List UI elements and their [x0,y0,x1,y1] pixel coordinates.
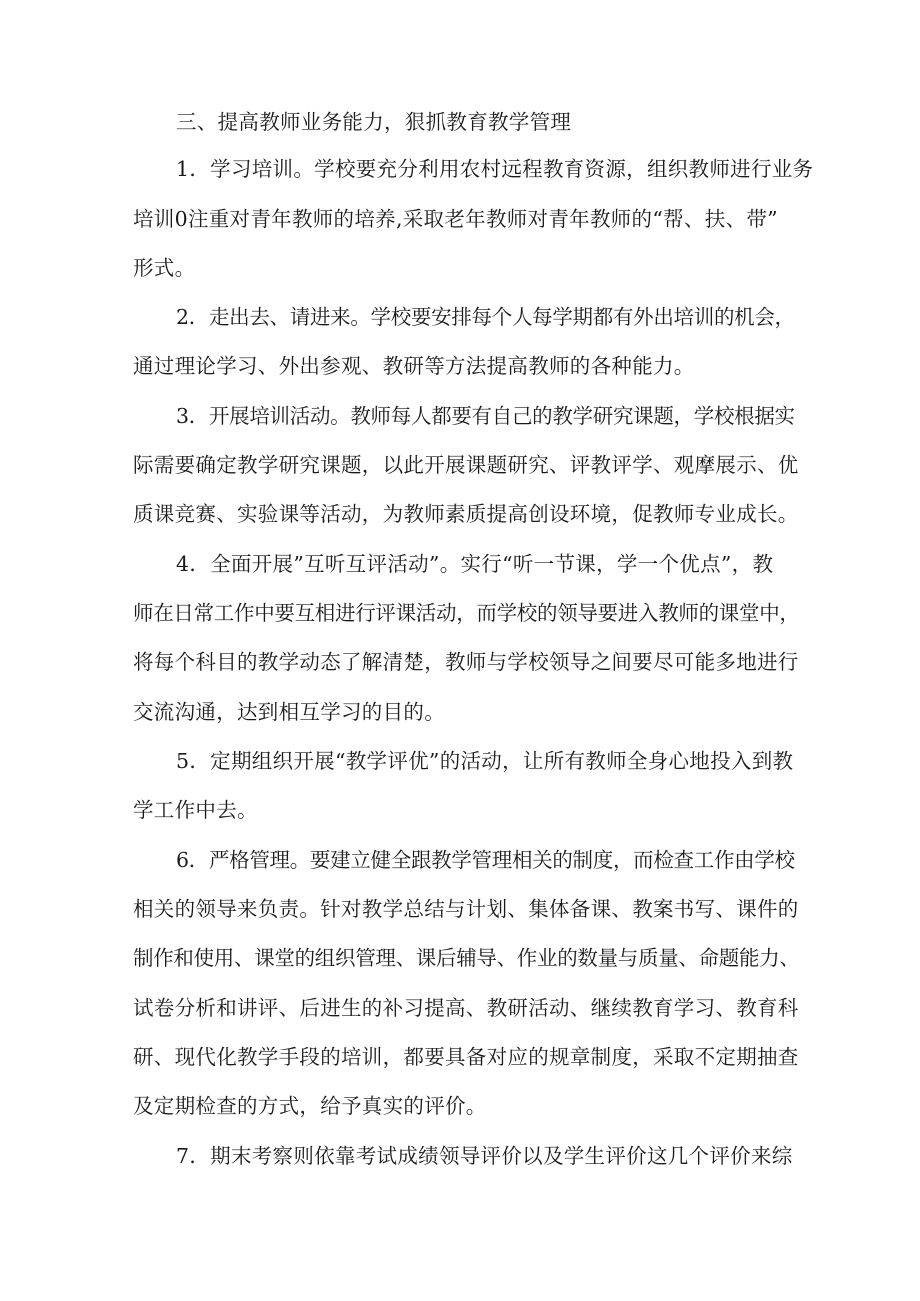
paragraph-1-line-3: 形式。 [133,256,196,280]
paragraph-2-line-2: 通过理论学习、外出参观、教研等方法提高教师的各种能力。 [133,354,695,378]
paragraph-4-line-1: 4．全面开展”互听互评活动”。实行“听一节课，学一个优点”，教 [176,552,774,576]
paragraph-5-line-1: 5．定期组织开展“教学评优”的活动，让所有教师全身心地投入到教 [176,749,794,773]
paragraph-6-line-6: 及定期检查的方式，给予真实的评价。 [133,1094,487,1118]
paragraph-4-line-3: 将每个科目的教学动态了解清楚，教师与学校领导之间要尽可能多地进行 [133,650,799,674]
paragraph-3-line-2: 际需要确定教学研究课题，以此开展课题研究、评教评学、观摩展示、优 [133,453,799,477]
paragraph-1-line-2: 培训0注重对青年教师的培养,采取老年教师对青年教师的“帮、扶、带” [133,207,778,231]
section-heading: 三、提高教师业务能力，狠抓教育教学管理 [176,110,572,134]
paragraph-3-line-1: 3．开展培训活动。教师每人都要有自己的教学研究课题，学校根据实 [176,404,795,428]
paragraph-3-line-3: 质课竞赛、实验课等活动，为教师素质提高创设环境，促教师专业成长。 [133,502,799,526]
paragraph-6-line-4: 试卷分析和讲评、后进生的补习提高、教研活动、继续教育学习、教育科 [133,996,799,1020]
paragraph-6-line-3: 制作和使用、课堂的组织管理、课后辅导、作业的数量与质量、命题能力、 [133,946,800,970]
paragraph-1-line-1: 1．学习培训。学校要充分利用农村远程教育资源，组织教师进行业务 [176,157,814,181]
paragraph-4-line-4: 交流沟通，达到相互学习的目的。 [133,700,445,724]
paragraph-2-line-1: 2．走出去、请进来。学校要安排每个人每学期都有外出培训的机会， [176,305,795,329]
paragraph-4-line-2: 师在日常工作中要互相进行评课活动，而学校的领导要进入教师的课堂中， [133,601,800,625]
paragraph-5-line-2: 学工作中去。 [133,798,258,822]
paragraph-7-line-1: 7．期末考察则依靠考试成绩领导评价以及学生评价这几个评价来综 [176,1144,793,1168]
paragraph-6-line-1: 6．严格管理。要建立健全跟教学管理相关的制度，而检查工作由学校 [176,848,795,872]
paragraph-6-line-2: 相关的领导来负责。针对教学总结与计划、集体备课、教案书写、课件的 [133,897,799,921]
paragraph-6-line-5: 研、现代化教学手段的培训，都要具备对应的规章制度，采取不定期抽查 [133,1045,799,1069]
